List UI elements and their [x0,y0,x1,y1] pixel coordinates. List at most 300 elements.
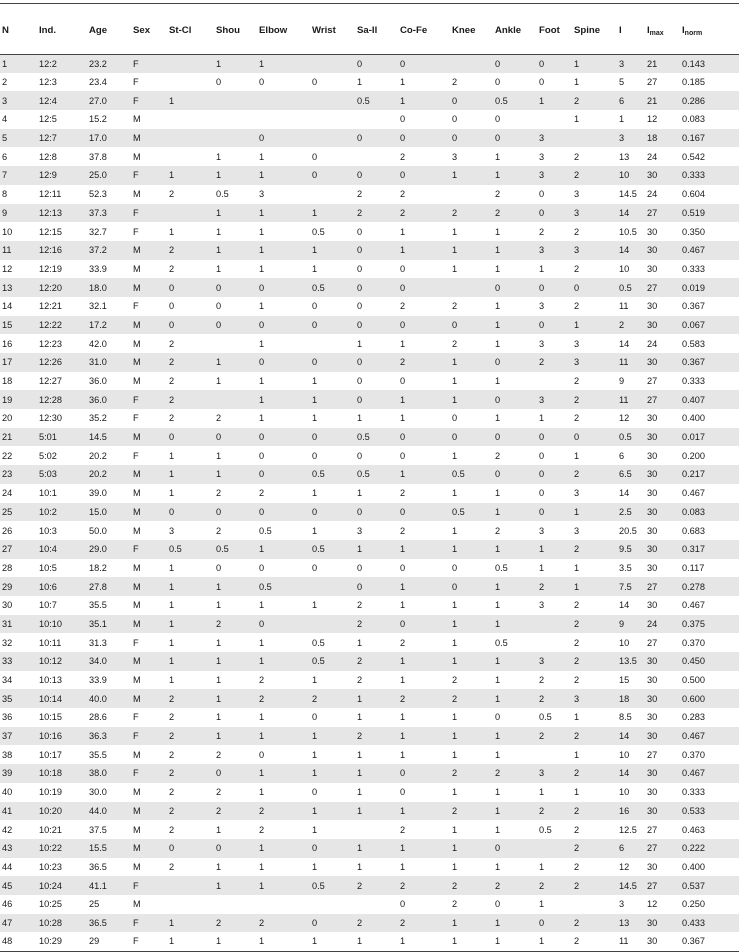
table-cell: 35.1 [87,615,131,634]
table-cell: 0.5 [312,637,325,648]
table-cell: 31 [0,615,37,634]
table-cell: 0 [452,562,458,573]
table-cell: 30 [647,562,658,573]
table-cell: 14 [617,727,645,746]
table-cell: 20.2 [87,465,131,484]
table-cell: 10:13 [39,675,62,686]
table-cell: 13.5 [617,652,645,671]
table-cell: 2 [537,353,572,372]
table-cell: 0.367 [680,353,739,372]
table-cell: 30 [645,241,680,260]
table-cell: 0 [357,263,363,274]
table-cell: 1 [574,712,580,723]
table-row [0,185,739,204]
table-cell: M [131,503,167,522]
table-cell: 1 [450,727,493,746]
table-cell: 2 [169,787,175,798]
table-cell: 27 [645,839,680,858]
table-cell: 41 [0,802,37,821]
table-cell: 2 [450,204,493,223]
table-cell: 0 [312,450,318,461]
table-cell: 7 [0,166,37,185]
table-cell: 1 [493,727,537,746]
table-cell [310,129,355,148]
table-cell: 0 [355,390,398,409]
table-row [0,334,739,353]
table-cell: 35 [0,689,37,708]
table-cell: 1 [400,338,406,349]
table-cell: 1 [214,166,257,185]
table-cell: 1 [539,413,545,424]
table-cell [355,147,398,166]
table-cell: 10 [619,263,630,274]
table-row [0,390,739,409]
table-cell: 40.0 [87,689,131,708]
table-cell: 30 [645,465,680,484]
table-cell: 6 [2,151,8,162]
table-cell: F [131,876,167,895]
table-cell: 1 [452,600,458,611]
table-cell: 0 [493,839,537,858]
table-cell: 20 [2,413,13,424]
table-cell: 35.5 [89,749,107,760]
table-cell: 1 [214,876,257,895]
table-cell: 1 [259,151,265,162]
table-cell: 0 [452,114,458,125]
table-cell [355,820,398,839]
table-cell: 1 [574,114,580,125]
table-cell: 39 [0,764,37,783]
table-cell: 15 [619,675,630,686]
table-cell: 1 [169,562,175,573]
table-cell: 1 [257,932,310,951]
table-cell: 12:15 [39,226,62,237]
table-cell: 0.467 [682,600,705,611]
table-cell: F [133,77,139,88]
table-cell: 1 [495,338,501,349]
table-cell [167,895,214,914]
table-cell: 10 [619,637,630,648]
column-header-label: Age [89,25,108,37]
table-cell: 0 [537,54,572,73]
table-cell: 13 [619,151,630,162]
table-cell: 1 [169,600,175,611]
table-cell: 33.9 [89,675,107,686]
table-cell: 1 [452,787,458,798]
table-cell: 3.5 [619,562,632,573]
table-body [0,54,739,951]
table-row [0,297,739,316]
table-cell: 0.278 [680,577,739,596]
table-cell: 3 [574,488,580,499]
table-cell: 34.0 [87,652,131,671]
table-cell: 0 [398,428,450,447]
table-row [0,73,739,92]
table-cell: 0 [257,316,310,335]
table-cell: 1 [452,488,458,499]
column-header [37,8,87,54]
table-cell: 1 [398,577,450,596]
table-cell: 0 [539,450,545,461]
table-cell: 2 [214,802,257,821]
table-cell: 2 [357,189,363,200]
table-row [0,278,739,297]
table-cell: 30 [645,802,680,821]
table-cell: F [131,204,167,223]
table-cell: 1 [452,637,458,648]
table-cell: 37.2 [87,241,131,260]
table-cell: 2 [574,675,580,686]
table-cell: 12.5 [619,824,637,835]
table-cell: 30 [645,353,680,372]
table-cell [167,73,214,92]
table-cell [572,129,617,148]
table-cell [537,372,572,391]
table-cell: 16 [2,338,13,349]
table-cell [310,54,355,73]
table-cell: 3 [357,525,363,536]
table-cell [310,895,355,914]
table-cell: 0 [355,577,398,596]
table-cell: 37.3 [87,204,131,223]
table-cell: 12:7 [37,129,87,148]
table-cell: F [133,301,139,312]
table-cell: 23.2 [87,54,131,73]
table-cell: 0.017 [680,428,739,447]
table-cell: 2 [537,802,572,821]
table-cell: 0.117 [682,562,705,573]
table-cell: 2 [572,764,617,783]
table-cell: 1 [539,263,545,274]
table-cell: 10:21 [39,824,62,835]
table-cell: 2 [572,615,617,634]
table-cell [537,633,572,652]
table-cell: 0 [537,428,572,447]
table-cell: 3 [539,525,545,536]
table-cell: 15.0 [87,503,131,522]
table-cell: 10:19 [39,787,62,798]
table-cell: 0 [167,428,214,447]
table-cell: 2 [355,615,398,634]
table-cell: 1 [574,450,580,461]
table-cell: 1 [214,577,257,596]
table-cell: 27 [647,824,658,835]
table-cell: 0.463 [682,824,705,835]
table-cell: 2 [169,413,175,424]
table-cell: 1 [450,390,493,409]
table-cell: 30 [647,488,658,499]
table-cell [257,110,310,129]
table-cell: 38 [2,749,13,760]
table-cell: M [131,241,167,260]
table-cell: 2 [572,166,617,185]
table-cell: 1 [493,914,537,933]
table-cell: 1 [216,861,222,872]
table-cell: 1 [214,465,257,484]
table-cell: 7.5 [617,577,645,596]
table-cell: 16 [617,802,645,821]
table-cell: 1 [572,503,617,522]
table-cell: 9 [0,204,37,223]
table-cell: 27 [647,637,658,648]
table-cell: 0.333 [682,263,705,274]
table-cell: 1 [214,727,257,746]
table-cell [355,110,398,129]
table-cell: 1 [495,824,501,835]
table-cell: 3 [539,600,545,611]
table-cell: 3 [572,353,617,372]
table-cell: 0.5 [493,91,537,110]
table-cell: 0 [537,204,572,223]
table-cell: 3 [572,204,617,223]
table-cell: 12:3 [39,77,57,88]
table-cell [257,895,310,914]
table-cell: 1 [493,689,537,708]
table-cell: 0 [259,450,265,461]
table-cell: 3 [537,390,572,409]
table-cell: 0 [355,316,398,335]
table-cell: 1 [216,712,222,723]
table-cell: M [131,353,167,372]
table-cell: 2 [169,263,175,274]
table-cell: 3 [539,338,545,349]
table-row [0,409,739,428]
table-cell: 2 [167,390,214,409]
table-cell: M [133,824,141,835]
table-cell [214,91,257,110]
table-row [0,260,739,279]
table-cell: F [131,727,167,746]
table-cell: 10.5 [619,226,637,237]
table-cell: 1 [495,749,501,760]
table-cell: 0.333 [682,376,705,387]
table-cell: 3 [169,525,175,536]
column-header [0,8,37,54]
table-cell: 0.467 [680,764,739,783]
table-cell: 2 [539,675,545,686]
table-cell: 27.8 [87,577,131,596]
table-cell: 0.375 [680,615,739,634]
table-cell: 1 [450,615,493,634]
column-header-label: Sa-Il [357,25,378,37]
table-cell: 0 [355,54,398,73]
table-cell: 0 [493,353,537,372]
table-cell: M [133,338,141,349]
table-cell: 1 [619,114,625,125]
table-cell [572,895,617,914]
table-cell: 50.0 [89,525,107,536]
column-header-label: Elbow [259,25,288,37]
table-cell: 22 [2,450,13,461]
table-row [0,689,739,708]
table-cell: 2 [572,802,617,821]
table-cell: 1 [398,390,450,409]
table-cell: 2 [574,226,580,237]
table-cell: 1 [495,675,501,686]
column-header [131,8,167,54]
table-cell: 12:23 [39,338,62,349]
table-cell: 0 [216,301,222,312]
table-cell: 1 [400,749,406,760]
table-cell: 0 [493,54,537,73]
column-header-label: Co-Fe [400,25,428,37]
table-cell: 10:25 [39,899,62,910]
table-cell: 3 [539,151,545,162]
table-cell: 40 [2,787,13,798]
table-cell: 1 [257,390,310,409]
table-cell: 0.5 [310,876,355,895]
table-cell: 1 [574,749,580,760]
table-cell [355,895,398,914]
table-cell: 12:9 [37,166,87,185]
table-cell: 1 [357,787,363,798]
table-cell: 0.370 [682,637,705,648]
table-cell: 33 [0,652,37,671]
table-row [0,615,739,634]
table-cell: 12:30 [39,413,62,424]
table-cell: 1 [310,727,355,746]
table-cell [167,129,214,148]
table-cell: 1 [0,54,37,73]
table-cell: 42 [2,824,13,835]
table-cell: 2 [400,151,406,162]
table-cell [257,91,310,110]
table-cell: 0.250 [682,899,705,910]
table-cell: 10:6 [37,577,87,596]
table-cell: 10:29 [37,932,87,951]
table-cell: 6 [617,91,645,110]
table-cell: 1 [495,488,501,499]
table-cell: 34 [2,675,13,686]
table-cell: 1 [452,376,458,387]
table-cell: 42.0 [89,338,107,349]
table-cell: 2 [169,338,175,349]
table-cell: 0.083 [682,114,705,125]
table-cell: 0 [310,428,355,447]
table-cell: 1 [355,839,398,858]
table-cell: 14 [617,241,645,260]
table-cell: 18.2 [89,562,107,573]
table-cell: 2.5 [617,503,645,522]
table-cell: 2 [617,316,645,335]
table-cell: 1 [355,932,398,951]
table-cell: 32.7 [89,226,107,237]
table-cell [310,577,355,596]
table-cell: 1 [493,166,537,185]
table-cell: 0 [355,353,398,372]
table-cell: 30 [645,764,680,783]
table-cell: M [133,189,141,200]
table-cell: 0.500 [682,675,705,686]
table-cell: 11 [617,353,645,372]
table-cell: 1 [357,712,363,723]
table-cell: 0 [214,278,257,297]
table-cell: 3 [572,689,617,708]
table-cell: 0 [167,839,214,858]
table-cell: 30 [647,600,658,611]
column-header [493,8,537,54]
table-cell: 25 [89,899,100,910]
table-row [0,316,739,335]
table-cell: M [131,802,167,821]
table-cell: 1 [493,802,537,821]
table-cell: 2 [572,839,617,858]
table-row [0,484,739,503]
table-cell: 1 [539,562,545,573]
table-cell: 2 [574,824,580,835]
table-cell: 1 [452,226,458,237]
table-cell: 12:21 [39,301,62,312]
table-cell: 6.5 [617,465,645,484]
table-cell: 0 [572,428,617,447]
table-cell: 10:17 [39,749,62,760]
table-row [0,559,739,578]
table-cell: 27 [645,577,680,596]
column-header [87,8,131,54]
table-cell: 3 [537,241,572,260]
table-cell: 30 [645,166,680,185]
table-cell: 0.5 [257,577,310,596]
table-cell: 1 [310,241,355,260]
table-cell: 2 [216,525,222,536]
table-cell: 1 [357,413,363,424]
table-cell: 14.5 [87,428,131,447]
table-cell [214,390,257,409]
table-cell: 1 [450,166,493,185]
table-cell: 44 [2,861,13,872]
table-cell: 0.400 [682,413,705,424]
table-cell: 10:10 [37,615,87,634]
table-cell: 0 [398,129,450,148]
table-cell: 2 [574,263,580,274]
table-cell: 0 [495,712,501,723]
table-cell: 0.5 [617,278,645,297]
table-row [0,204,739,223]
table-cell: 0 [312,562,318,573]
table-cell: 0 [493,428,537,447]
table-cell: 2 [572,932,617,951]
table-cell: 0 [572,278,617,297]
table-cell: 24 [2,488,13,499]
table-cell: 0 [257,503,310,522]
table-cell: F [133,226,139,237]
table-cell: 2 [167,353,214,372]
table-cell: 0 [312,787,318,798]
table-cell: 1 [398,802,450,821]
table-cell: 1 [493,932,537,951]
table-cell: 1 [450,652,493,671]
table-cell: M [133,861,141,872]
table-cell: 0 [257,278,310,297]
table-cell: 10:7 [39,600,57,611]
table-cell: 0 [400,787,406,798]
table-cell [214,110,257,129]
column-header-label: Shou [216,25,240,37]
table-cell: M [133,525,141,536]
table-cell [450,278,493,297]
table-cell [214,129,257,148]
table-cell: 0.286 [680,91,739,110]
table-cell: 1 [537,540,572,559]
table-cell: 12:16 [37,241,87,260]
table-cell: M [131,428,167,447]
table-cell: 0 [398,54,450,73]
table-cell: 0 [398,316,450,335]
table-cell: 1 [216,450,222,461]
data-table [0,8,739,952]
table-cell: 2 [216,413,222,424]
table-cell: 0 [310,914,355,933]
